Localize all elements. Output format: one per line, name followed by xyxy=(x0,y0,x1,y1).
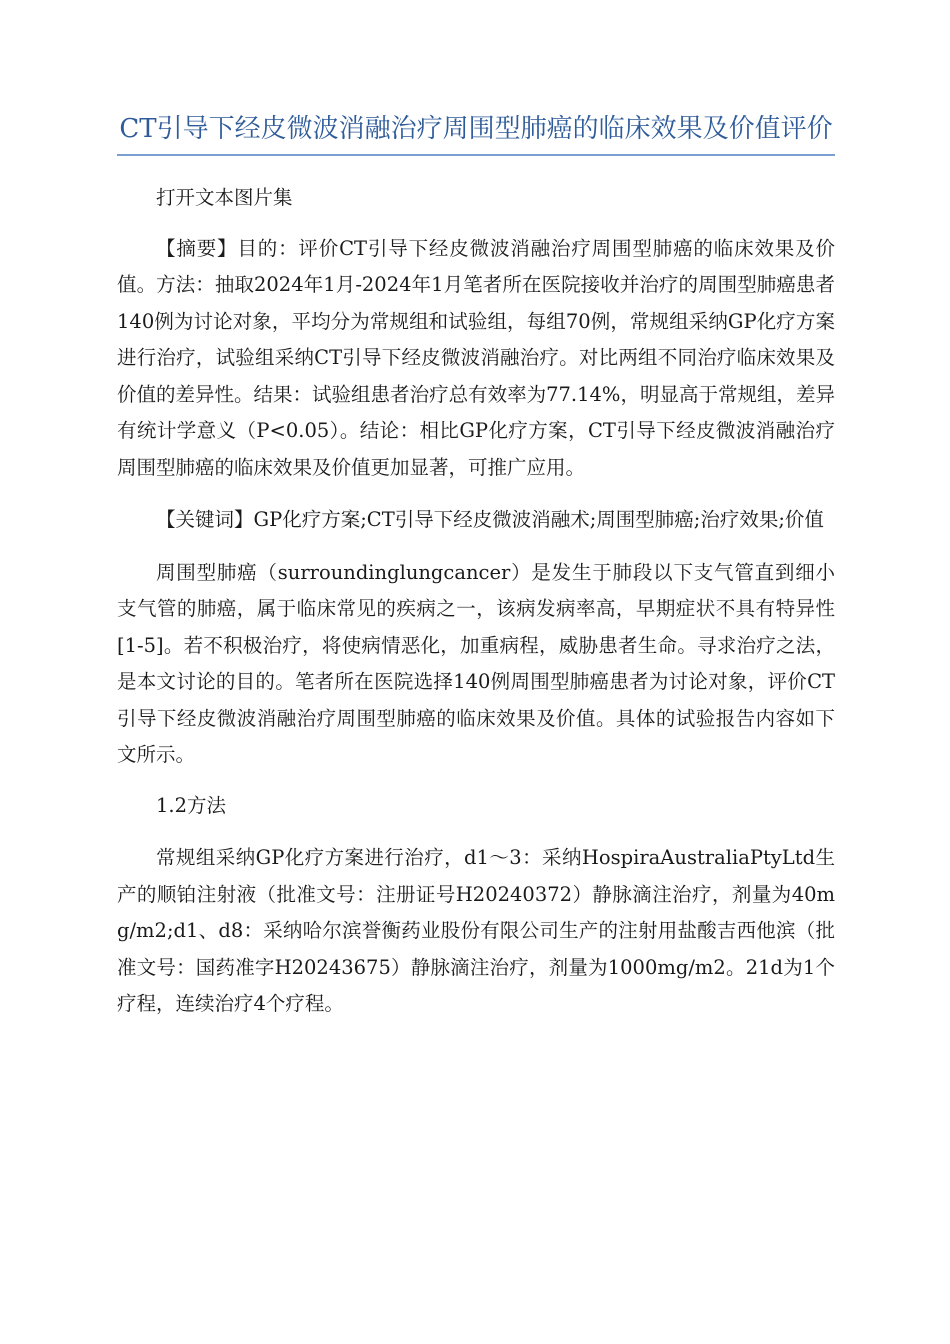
document-title: CT引导下经皮微波消融治疗周围型肺癌的临床效果及价值评价 xyxy=(119,114,833,144)
abstract-paragraph: 【摘要】目的：评价CT引导下经皮微波消融治疗周围型肺癌的临床效果及价值。方法：抽取2024年1月-2024年1月笔者所在医院接收并治疗的周围型肺癌患者140例为讨论对象，平均分为常规组和试验组，每组70例，常规组采纳GP化疗方案进行治疗，试验组采纳CT引导下经皮微波消融治疗。对比两组不同治疗临床效果及价值的差异性。结果：试验组患者治疗总有效率为77.14%，明显高于常规组，差异有统计学意义（P<0.05）。结论：相比GP化疗方案，CT引导下经皮微波消融治疗周围型肺癌的临床效果及价值更加显著，可推广应用。 xyxy=(117,236,835,479)
title-divider xyxy=(117,154,835,156)
method-paragraph: 常规组采纳GP化疗方案进行治疗，d1～3：采纳HospiraAustraliaPtyLtd生产的顺铂注射液（批准文号：注册证号H20240372）静脉滴注治疗，剂量为40mg/m2;d1、d8：采纳哈尔滨誉衡药业股份有限公司生产的注射用盐酸吉西他滨（批准文号：国药准字H20243675）静脉滴注治疗，剂量为1000mg/m2。21d为1个疗程，连续治疗4个疗程。 xyxy=(117,846,835,1015)
document-page xyxy=(117,110,835,1023)
section-heading: 1.2方法 xyxy=(156,793,227,817)
intro-paragraph: 周围型肺癌（surroundinglungcancer）是发生于肺段以下支气管直到细小支气管的肺癌，属于临床常见的疾病之一，该病发病率高，早期症状不具有特异性[1-5]。若不积极治疗，将使病情恶化，加重病程，威胁患者生命。寻求治疗之法，是本文讨论的目的。笔者所在医院选择140例周围型肺癌患者为讨论对象，评价CT引导下经皮微波消融治疗周围型肺癌的临床效果及价值。具体的试验报告内容如下文所示。 xyxy=(117,560,835,766)
keywords-paragraph: 【关键词】GP化疗方案;CT引导下经皮微波消融术;周围型肺癌;治疗效果;价值 xyxy=(156,508,824,531)
open-image-gallery-link[interactable]: 打开文本图片集 xyxy=(156,186,293,209)
